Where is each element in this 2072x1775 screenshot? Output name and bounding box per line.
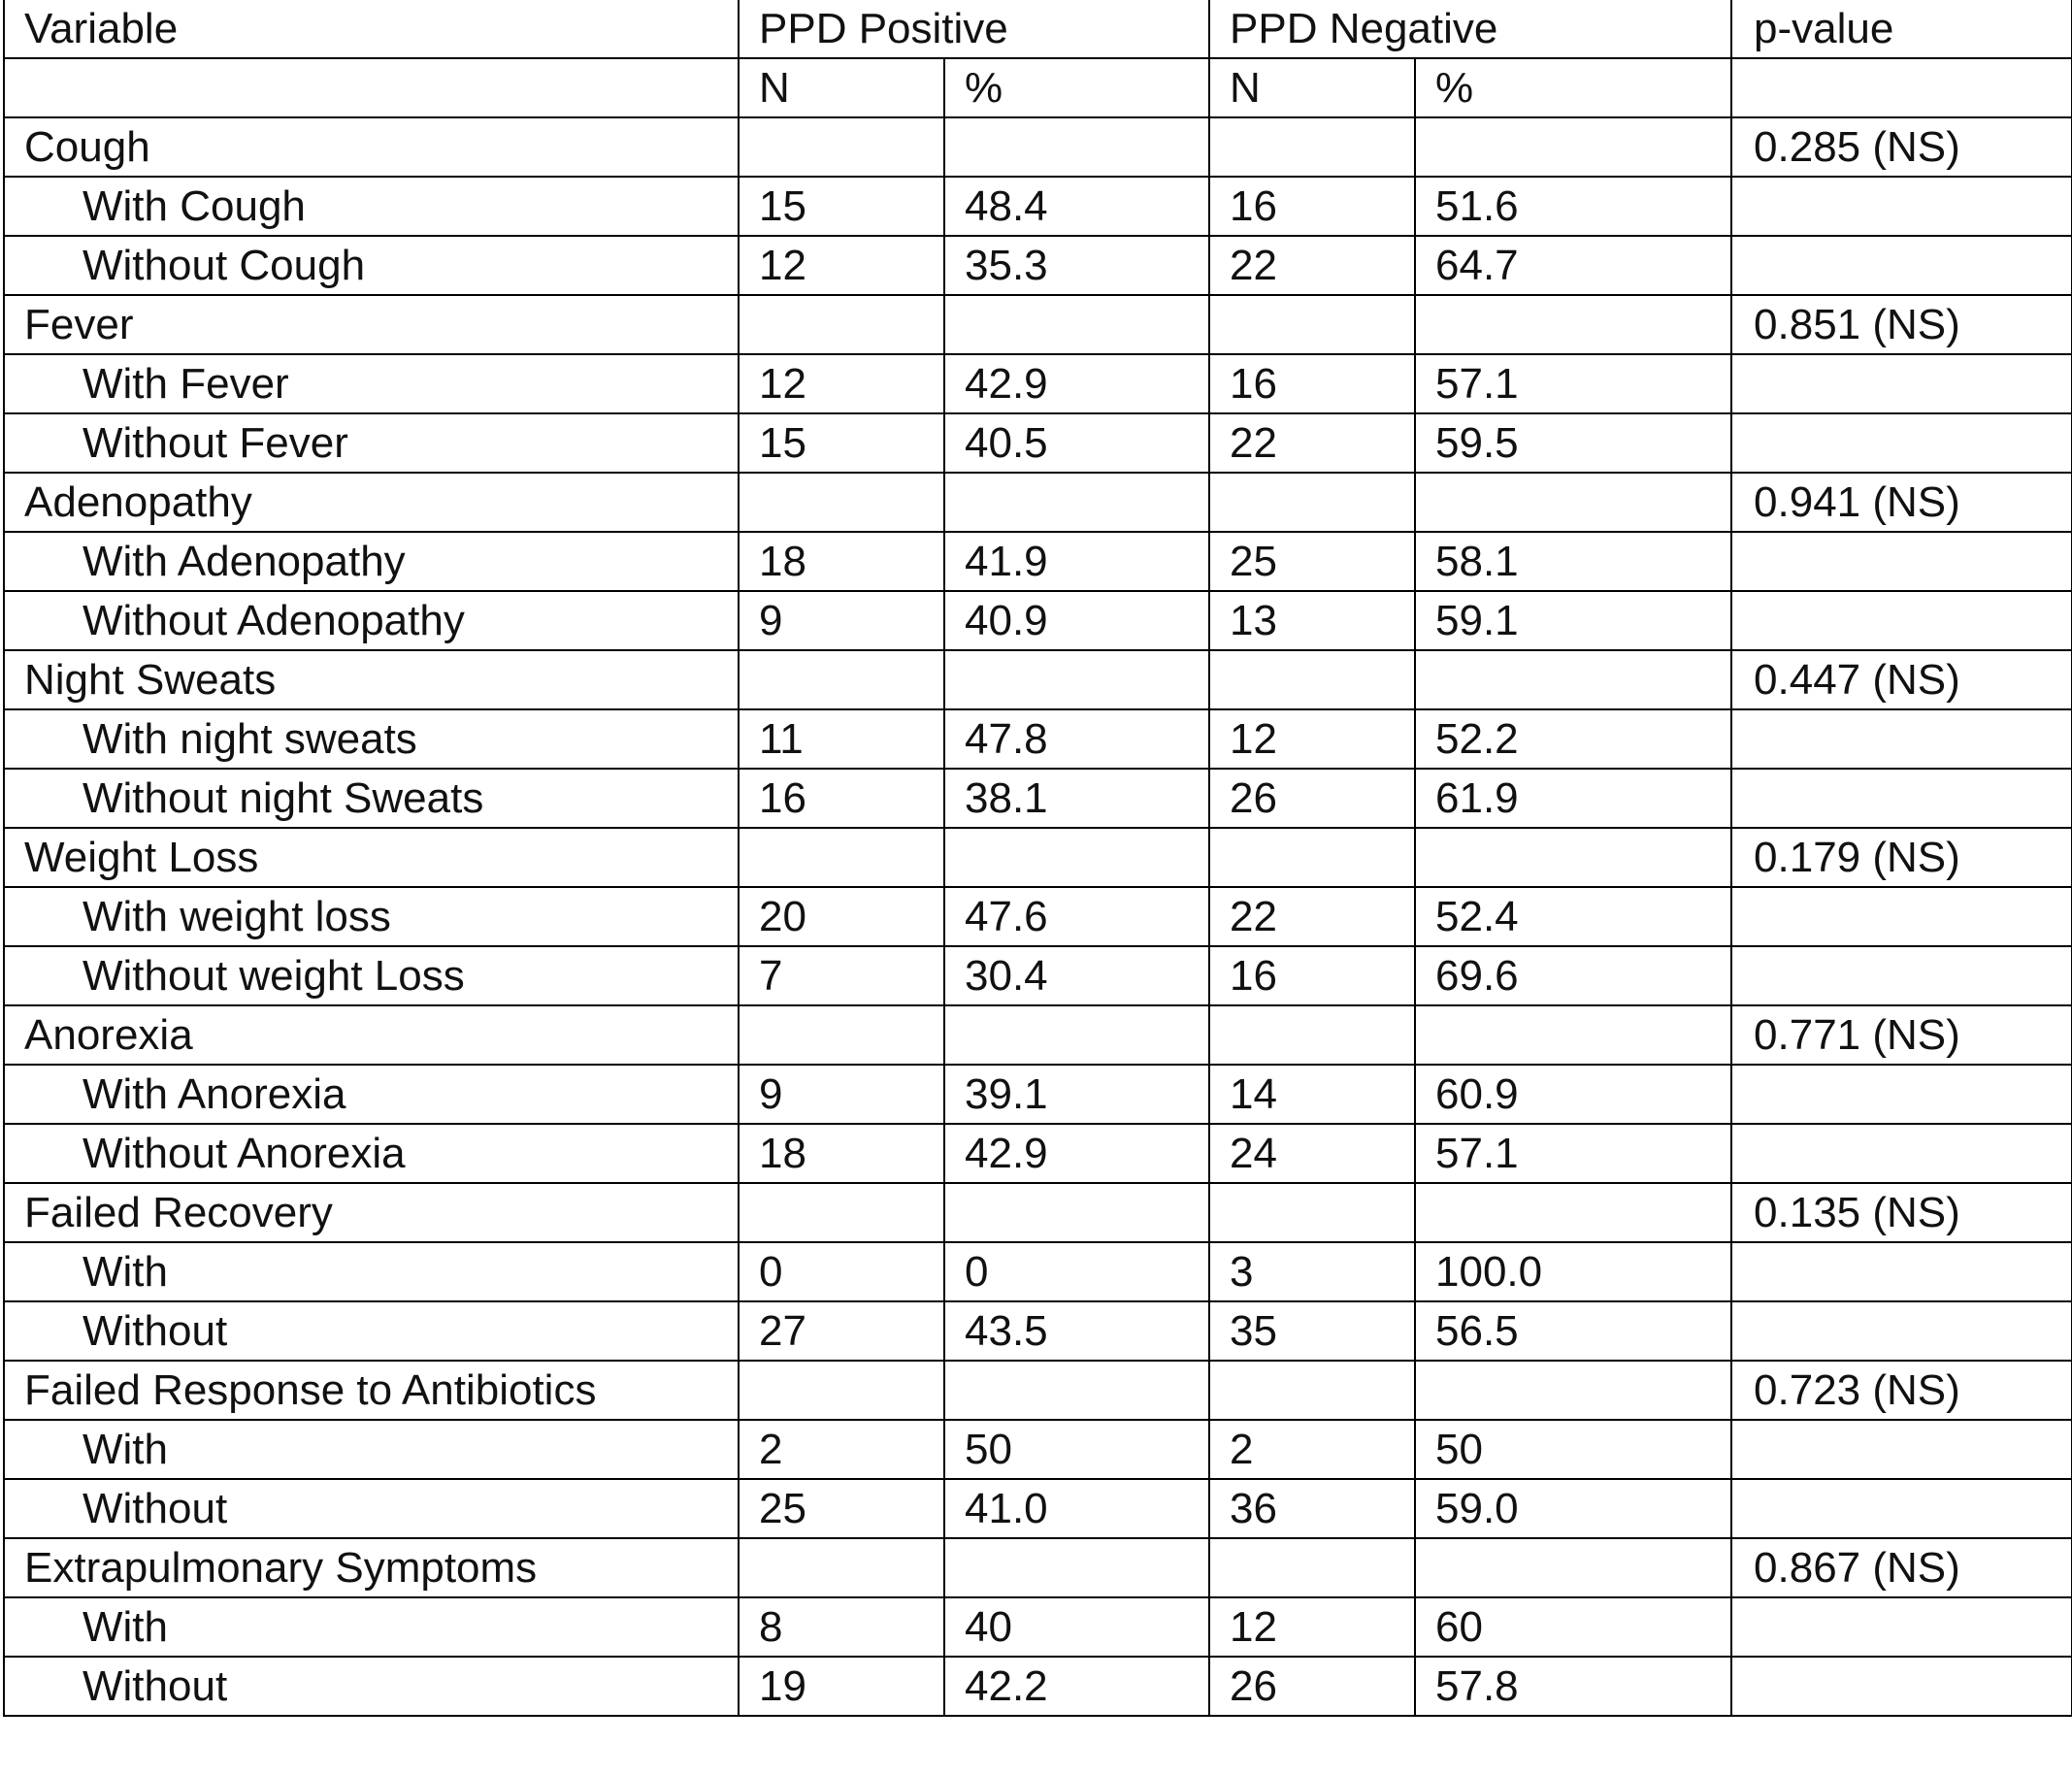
subheader-pos-n: N (739, 58, 944, 117)
table-row (4, 1597, 2072, 1657)
row-pos-pct: 50 (944, 1420, 1209, 1479)
row-neg-n: 26 (1209, 769, 1415, 828)
group-empty-neg-n (1209, 1361, 1415, 1420)
row-pos-n: 25 (739, 1479, 944, 1538)
row-pos-pct: 48.4 (944, 177, 1209, 236)
group-empty-neg-n (1209, 473, 1415, 532)
row-pos-pct: 40 (944, 1597, 1209, 1657)
row-pos-n: 9 (739, 591, 944, 650)
row-label: With Fever (4, 354, 739, 413)
table-row (4, 769, 2072, 828)
row-pos-n: 15 (739, 413, 944, 473)
table-row (4, 709, 2072, 769)
group-label: Cough (4, 117, 739, 177)
group-empty-neg-n (1209, 1538, 1415, 1597)
row-neg-n: 16 (1209, 354, 1415, 413)
row-neg-n: 3 (1209, 1242, 1415, 1301)
row-neg-pct: 52.2 (1415, 709, 1731, 769)
row-neg-pct: 100.0 (1415, 1242, 1731, 1301)
group-label: Anorexia (4, 1005, 739, 1065)
row-p-value-empty (1731, 769, 2072, 828)
group-empty-neg-n (1209, 650, 1415, 709)
row-pos-pct: 39.1 (944, 1065, 1209, 1124)
table-row (4, 1301, 2072, 1361)
row-pos-n: 20 (739, 887, 944, 946)
row-pos-pct: 43.5 (944, 1301, 1209, 1361)
row-pos-n: 19 (739, 1657, 944, 1716)
group-empty-neg-pct (1415, 1183, 1731, 1242)
group-p-value: 0.941 (NS) (1731, 473, 2072, 532)
subheader-blank (4, 58, 739, 117)
row-pos-pct: 35.3 (944, 236, 1209, 295)
table-row (4, 1242, 2072, 1301)
subheader-pos-pct: % (944, 58, 1209, 117)
row-label: Without Adenopathy (4, 591, 739, 650)
group-label: Adenopathy (4, 473, 739, 532)
group-empty-neg-pct (1415, 1005, 1731, 1065)
row-neg-n: 2 (1209, 1420, 1415, 1479)
row-pos-n: 11 (739, 709, 944, 769)
group-empty-pos-n (739, 650, 944, 709)
group-empty-neg-pct (1415, 117, 1731, 177)
row-pos-n: 18 (739, 532, 944, 591)
group-empty-pos-pct (944, 650, 1209, 709)
group-empty-neg-n (1209, 295, 1415, 354)
row-pos-pct: 41.0 (944, 1479, 1209, 1538)
group-label: Failed Recovery (4, 1183, 739, 1242)
group-row (4, 1005, 2072, 1065)
group-label: Failed Response to Antibiotics (4, 1361, 739, 1420)
row-neg-pct: 50 (1415, 1420, 1731, 1479)
row-neg-n: 12 (1209, 1597, 1415, 1657)
group-empty-neg-pct (1415, 473, 1731, 532)
table-row (4, 413, 2072, 473)
row-pos-pct: 41.9 (944, 532, 1209, 591)
subheader-neg-pct: % (1415, 58, 1731, 117)
group-p-value: 0.285 (NS) (1731, 117, 2072, 177)
group-empty-pos-n (739, 117, 944, 177)
row-p-value-empty (1731, 236, 2072, 295)
group-label: Extrapulmonary Symptoms (4, 1538, 739, 1597)
header-variable: Variable (4, 0, 739, 58)
group-empty-neg-pct (1415, 1361, 1731, 1420)
row-label: Without night Sweats (4, 769, 739, 828)
group-empty-pos-pct (944, 828, 1209, 887)
row-neg-n: 13 (1209, 591, 1415, 650)
row-neg-pct: 59.0 (1415, 1479, 1731, 1538)
row-pos-n: 12 (739, 354, 944, 413)
header-ppd-positive: PPD Positive (739, 0, 1209, 58)
row-label: With Anorexia (4, 1065, 739, 1124)
row-label: With night sweats (4, 709, 739, 769)
row-p-value-empty (1731, 532, 2072, 591)
group-p-value: 0.771 (NS) (1731, 1005, 2072, 1065)
group-empty-pos-n (739, 1005, 944, 1065)
subheader-blank-p (1731, 58, 2072, 117)
table-row (4, 1657, 2072, 1716)
row-p-value-empty (1731, 1657, 2072, 1716)
row-neg-n: 22 (1209, 413, 1415, 473)
group-label: Night Sweats (4, 650, 739, 709)
row-neg-n: 25 (1209, 532, 1415, 591)
row-p-value-empty (1731, 1301, 2072, 1361)
row-pos-pct: 38.1 (944, 769, 1209, 828)
subheader-neg-n: N (1209, 58, 1415, 117)
group-empty-pos-pct (944, 1005, 1209, 1065)
group-empty-neg-pct (1415, 828, 1731, 887)
row-p-value-empty (1731, 709, 2072, 769)
group-p-value: 0.447 (NS) (1731, 650, 2072, 709)
row-neg-n: 24 (1209, 1124, 1415, 1183)
group-p-value: 0.851 (NS) (1731, 295, 2072, 354)
row-label: With (4, 1420, 739, 1479)
table-row (4, 177, 2072, 236)
group-empty-neg-pct (1415, 1538, 1731, 1597)
row-p-value-empty (1731, 1065, 2072, 1124)
row-p-value-empty (1731, 354, 2072, 413)
row-pos-pct: 40.5 (944, 413, 1209, 473)
row-pos-n: 9 (739, 1065, 944, 1124)
table-row (4, 1420, 2072, 1479)
row-label: With weight loss (4, 887, 739, 946)
row-pos-pct: 47.8 (944, 709, 1209, 769)
group-row (4, 1538, 2072, 1597)
group-p-value: 0.179 (NS) (1731, 828, 2072, 887)
group-row (4, 117, 2072, 177)
row-neg-pct: 56.5 (1415, 1301, 1731, 1361)
table-row (4, 532, 2072, 591)
row-p-value-empty (1731, 177, 2072, 236)
row-p-value-empty (1731, 946, 2072, 1005)
row-neg-pct: 57.1 (1415, 1124, 1731, 1183)
row-pos-pct: 40.9 (944, 591, 1209, 650)
row-neg-pct: 61.9 (1415, 769, 1731, 828)
row-pos-pct: 42.9 (944, 1124, 1209, 1183)
row-p-value-empty (1731, 887, 2072, 946)
row-label: With (4, 1597, 739, 1657)
row-p-value-empty (1731, 1479, 2072, 1538)
row-p-value-empty (1731, 1124, 2072, 1183)
row-pos-n: 7 (739, 946, 944, 1005)
group-p-value: 0.723 (NS) (1731, 1361, 2072, 1420)
table-row (4, 354, 2072, 413)
group-empty-pos-pct (944, 1361, 1209, 1420)
group-label: Fever (4, 295, 739, 354)
row-pos-pct: 30.4 (944, 946, 1209, 1005)
row-p-value-empty (1731, 591, 2072, 650)
row-neg-n: 16 (1209, 946, 1415, 1005)
group-row (4, 828, 2072, 887)
group-empty-pos-pct (944, 117, 1209, 177)
row-pos-pct: 42.2 (944, 1657, 1209, 1716)
ppd-symptoms-table (3, 0, 2072, 1717)
row-pos-pct: 0 (944, 1242, 1209, 1301)
row-neg-pct: 60.9 (1415, 1065, 1731, 1124)
row-neg-n: 16 (1209, 177, 1415, 236)
row-label: With Cough (4, 177, 739, 236)
row-neg-n: 35 (1209, 1301, 1415, 1361)
row-label: Without (4, 1479, 739, 1538)
row-neg-pct: 51.6 (1415, 177, 1731, 236)
row-label: Without weight Loss (4, 946, 739, 1005)
row-neg-pct: 58.1 (1415, 532, 1731, 591)
row-p-value-empty (1731, 413, 2072, 473)
row-pos-pct: 47.6 (944, 887, 1209, 946)
row-neg-pct: 57.8 (1415, 1657, 1731, 1716)
row-neg-pct: 64.7 (1415, 236, 1731, 295)
table-row (4, 1479, 2072, 1538)
row-neg-pct: 60 (1415, 1597, 1731, 1657)
row-neg-n: 26 (1209, 1657, 1415, 1716)
group-empty-pos-n (739, 828, 944, 887)
group-p-value: 0.135 (NS) (1731, 1183, 2072, 1242)
group-row (4, 1361, 2072, 1420)
table-row (4, 236, 2072, 295)
row-neg-pct: 69.6 (1415, 946, 1731, 1005)
row-p-value-empty (1731, 1597, 2072, 1657)
subheader-row (4, 58, 2072, 117)
group-empty-pos-pct (944, 295, 1209, 354)
row-pos-pct: 42.9 (944, 354, 1209, 413)
row-neg-pct: 57.1 (1415, 354, 1731, 413)
table-row (4, 946, 2072, 1005)
group-empty-neg-pct (1415, 295, 1731, 354)
row-label: Without Cough (4, 236, 739, 295)
header-row (4, 0, 2072, 58)
group-row (4, 650, 2072, 709)
row-pos-n: 15 (739, 177, 944, 236)
row-neg-pct: 59.1 (1415, 591, 1731, 650)
row-pos-n: 12 (739, 236, 944, 295)
group-empty-pos-n (739, 473, 944, 532)
row-p-value-empty (1731, 1420, 2072, 1479)
row-p-value-empty (1731, 1242, 2072, 1301)
group-row (4, 295, 2072, 354)
row-pos-n: 16 (739, 769, 944, 828)
group-row (4, 473, 2072, 532)
header-ppd-negative: PPD Negative (1209, 0, 1731, 58)
group-empty-pos-n (739, 1538, 944, 1597)
row-neg-pct: 59.5 (1415, 413, 1731, 473)
row-label: With Adenopathy (4, 532, 739, 591)
row-label: Without (4, 1657, 739, 1716)
group-empty-pos-n (739, 295, 944, 354)
row-pos-n: 18 (739, 1124, 944, 1183)
group-empty-pos-n (739, 1361, 944, 1420)
group-p-value: 0.867 (NS) (1731, 1538, 2072, 1597)
table-row (4, 887, 2072, 946)
row-neg-n: 22 (1209, 236, 1415, 295)
row-neg-n: 12 (1209, 709, 1415, 769)
row-neg-n: 14 (1209, 1065, 1415, 1124)
row-label: With (4, 1242, 739, 1301)
table-row (4, 1065, 2072, 1124)
group-empty-pos-pct (944, 473, 1209, 532)
group-empty-neg-n (1209, 1005, 1415, 1065)
row-neg-pct: 52.4 (1415, 887, 1731, 946)
table-row (4, 1124, 2072, 1183)
group-empty-pos-pct (944, 1538, 1209, 1597)
row-label: Without Anorexia (4, 1124, 739, 1183)
row-label: Without (4, 1301, 739, 1361)
row-pos-n: 27 (739, 1301, 944, 1361)
row-pos-n: 0 (739, 1242, 944, 1301)
row-label: Without Fever (4, 413, 739, 473)
group-empty-neg-pct (1415, 650, 1731, 709)
table-row (4, 591, 2072, 650)
row-neg-n: 36 (1209, 1479, 1415, 1538)
group-empty-neg-n (1209, 1183, 1415, 1242)
header-p-value: p-value (1731, 0, 2072, 58)
row-neg-n: 22 (1209, 887, 1415, 946)
group-empty-pos-pct (944, 1183, 1209, 1242)
row-pos-n: 2 (739, 1420, 944, 1479)
group-empty-pos-n (739, 1183, 944, 1242)
table-body (4, 0, 2072, 1716)
group-label: Weight Loss (4, 828, 739, 887)
row-pos-n: 8 (739, 1597, 944, 1657)
group-empty-neg-n (1209, 828, 1415, 887)
group-empty-neg-n (1209, 117, 1415, 177)
group-row (4, 1183, 2072, 1242)
